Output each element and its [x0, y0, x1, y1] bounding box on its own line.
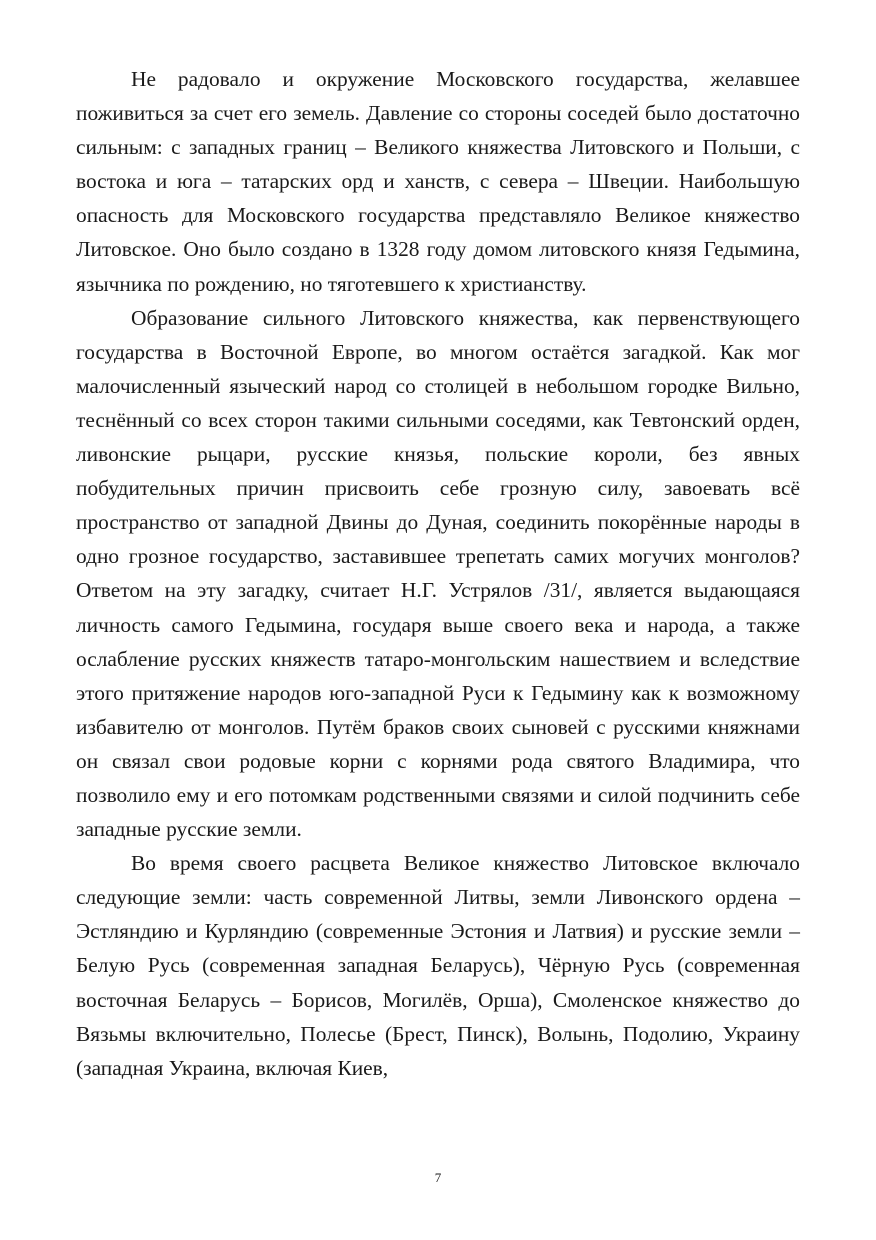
paragraph-lithuania-origin: Образование сильного Литовского княжества, как первенствующего государства в Восточной Европе, во многом остаётся загадкой. Как мог малочисленный языческий народ со столицей в небольшом городке Вильно, теснённый со всех сторон такими сильными соседями, как Тевтонский орден, ливонские рыцари, русские князья, польские короли, без явных побудительных причин присвоить себе грозную силу, завоевать всё пространство от западной Двины до Дуная, соединить покорённые народы в одно грозное государство, заставившее трепетать самих могучих монголов? Ответом на эту загадку, считает Н.Г. Устрялов /31/, является выдающаяся личность самого Гедымина, государя выше своего века и народа, а также ослабление русских княжеств татаро-монгольским нашествием и вследствие этого притяжение народов юго-западной Руси к Гедымину как к возможному избавителю от монголов. Путём браков своих сыновей с русскими княжнами он связал свои родовые корни с корнями рода святого Владимира, что позволило ему и его потомкам родственными связями и силой подчинить себе западные русские земли.	[76, 305, 800, 842]
page-number: 7	[434, 1170, 442, 1185]
paragraph-lithuania-territory: Во время своего расцвета Великое княжество Литовское включало следующие земли: часть современной Литвы, земли Ливонского ордена – Эстляндию и Курляндию (современные Эстония и Латвия) и русские земли – Белую Русь (современная западная Беларусь), Чёрную Русь (современная восточная Беларусь – Борисов, Могилёв, Орша), Смоленское княжество до Вязьмы включительно, Полесье (Брест, Пинск), Волынь, Подолию, Украину (западная Украина, включая Киев,	[76, 851, 800, 1080]
document-page	[76, 62, 800, 1085]
paragraph-lithuania-threat: Не радовало и окружение Московского государства, желавшее поживиться за счет его земель. Давление со стороны соседей было достаточно сильным: с западных границ – Великого княжества Литовского и Польши, с востока и юга – татарских орд и ханств, с севера – Швеции. Наибольшую опасность для Московского государства представляло Великое княжество Литовское. Оно было создано в 1328 году домом литовского князя Гедымина, язычника по рождению, но тяготевшего к христианству.	[76, 67, 800, 296]
